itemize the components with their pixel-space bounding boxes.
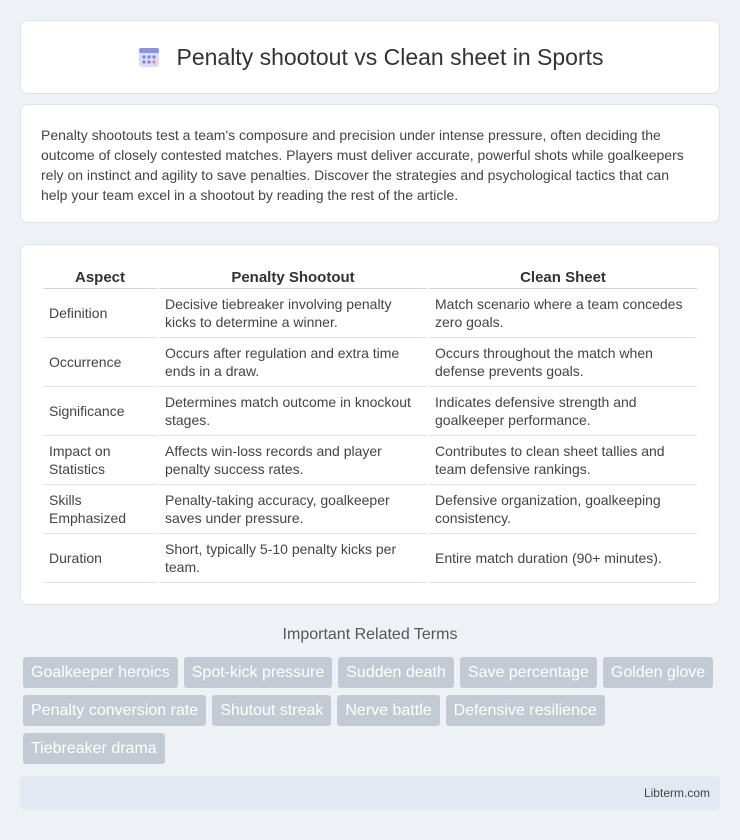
cell-clean-sheet: Entire match duration (90+ minutes). [429, 534, 697, 583]
cell-aspect: Duration [43, 534, 157, 583]
page-title: Penalty shootout vs Clean sheet in Sports [176, 43, 604, 70]
cell-clean-sheet: Defensive organization, goalkeeping consistency. [429, 485, 697, 534]
tag-sudden-death[interactable]: Sudden death [338, 657, 454, 688]
tag-goalkeeper-heroics[interactable]: Goalkeeper heroics [23, 657, 178, 688]
tag-tiebreaker-drama[interactable]: Tiebreaker drama [23, 733, 165, 764]
comparison-card [20, 244, 720, 605]
cell-aspect: Skills Emphasized [43, 485, 157, 534]
tag-spot-kick-pressure[interactable]: Spot-kick pressure [184, 657, 333, 688]
cell-clean-sheet: Match scenario where a team concedes zero goals. [429, 289, 697, 338]
title-card [20, 20, 720, 94]
cell-aspect: Definition [43, 289, 157, 338]
calendar-grid-icon [136, 44, 162, 70]
footer-site-link[interactable]: Libterm.com [643, 786, 710, 800]
cell-aspect: Impact on Statistics [43, 436, 157, 485]
intro-card [20, 104, 720, 223]
header-penalty-shootout: Penalty Shootout [159, 261, 427, 289]
cell-aspect: Occurrence [43, 338, 157, 387]
tag-golden-glove[interactable]: Golden glove [603, 657, 713, 688]
footer [20, 776, 720, 810]
cell-clean-sheet: Occurs throughout the match when defense prevents goals. [429, 338, 697, 387]
table-row [43, 485, 697, 534]
cell-penalty-shootout: Decisive tiebreaker involving penalty kicks to determine a winner. [159, 289, 427, 338]
intro-paragraph: Penalty shootouts test a team's composure and precision under intense pressure, often deciding the outcome of closely contested matches. Players must deliver accurate, powerful shots while goalkeepers rely on instinct and agility to save penalties. Discover the strategies and psychological tactics that can help your team excel in a shootout by reading the rest of the article. [41, 127, 684, 203]
cell-clean-sheet: Contributes to clean sheet tallies and team defensive rankings. [429, 436, 697, 485]
cell-penalty-shootout: Occurs after regulation and extra time ends in a draw. [159, 338, 427, 387]
table-header-row [43, 261, 697, 289]
cell-penalty-shootout: Affects win-loss records and player penalty success rates. [159, 436, 427, 485]
cell-penalty-shootout: Penalty-taking accuracy, goalkeeper saves under pressure. [159, 485, 427, 534]
table-row [43, 534, 697, 583]
cell-penalty-shootout: Determines match outcome in knockout stages. [159, 387, 427, 436]
table-row [43, 436, 697, 485]
related-terms-tags [23, 657, 723, 764]
tag-shutout-streak[interactable]: Shutout streak [212, 695, 331, 726]
tag-nerve-battle[interactable]: Nerve battle [337, 695, 439, 726]
header-aspect: Aspect [43, 261, 157, 289]
comparison-table [41, 261, 699, 583]
cell-penalty-shootout: Short, typically 5-10 penalty kicks per team. [159, 534, 427, 583]
table-row [43, 338, 697, 387]
tag-penalty-conversion-rate[interactable]: Penalty conversion rate [23, 695, 206, 726]
cell-aspect: Significance [43, 387, 157, 436]
tag-defensive-resilience[interactable]: Defensive resilience [446, 695, 605, 726]
table-row [43, 387, 697, 436]
related-terms-title: Important Related Terms [282, 626, 458, 643]
table-row [43, 289, 697, 338]
tag-save-percentage[interactable]: Save percentage [460, 657, 597, 688]
header-clean-sheet: Clean Sheet [429, 261, 697, 289]
cell-clean-sheet: Indicates defensive strength and goalkeeper performance. [429, 387, 697, 436]
